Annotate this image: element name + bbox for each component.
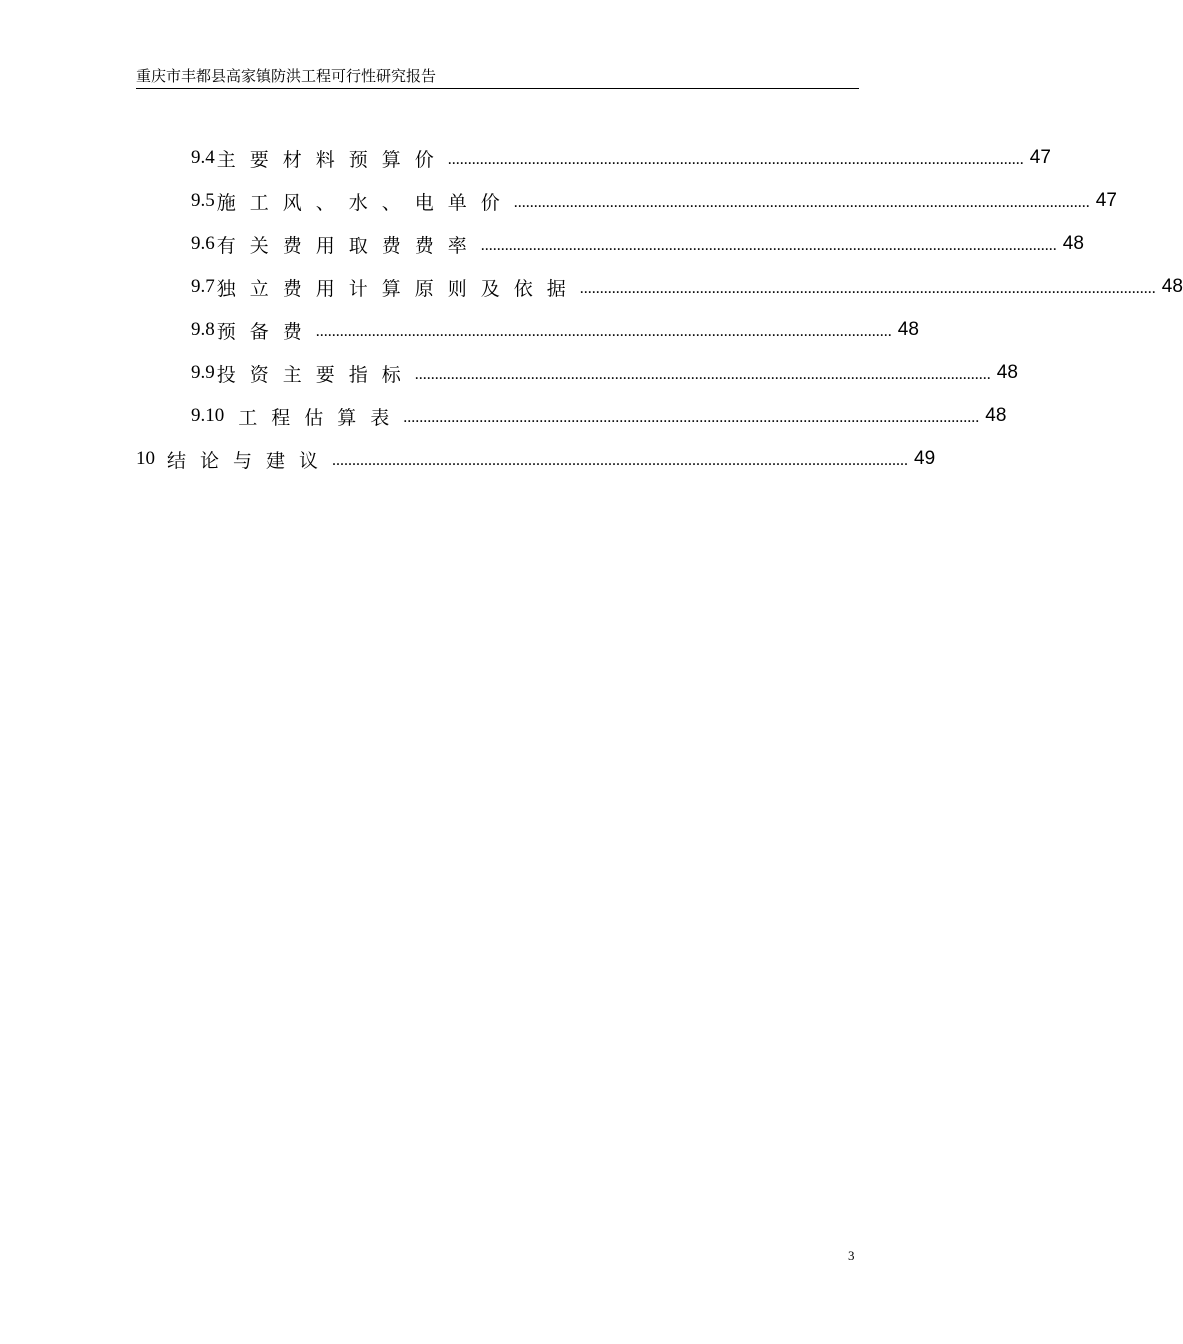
toc-entry-number: 9.7 <box>191 276 215 297</box>
toc-entry[interactable] <box>191 144 1051 172</box>
toc-entry-number: 9.8 <box>191 319 215 340</box>
toc-entry[interactable] <box>191 187 1117 215</box>
toc-entry-page: 47 <box>1095 190 1117 211</box>
toc-entry[interactable] <box>191 402 1007 430</box>
toc-entry-title: 投资主要指标 <box>216 363 415 386</box>
document-title: 重庆市丰都县高家镇防洪工程可行性研究报告 <box>136 67 437 85</box>
toc-entry-number: 9.10 <box>191 405 225 426</box>
toc-entry-number: 9.9 <box>191 362 215 383</box>
toc-entry[interactable] <box>191 359 1018 387</box>
toc-entry-title: 工程估算表 <box>238 406 404 429</box>
page-header <box>136 66 859 89</box>
toc-entry[interactable] <box>191 316 919 344</box>
toc-entry-title: 独立费用计算原则及依据 <box>216 277 580 300</box>
toc-entry-page: 48 <box>897 319 919 340</box>
toc-leader-dots: ................................................................................................................................................ <box>332 452 909 469</box>
toc-entry-title: 预备费 <box>216 320 316 343</box>
toc-entry-page: 48 <box>1161 276 1183 297</box>
toc-entry-page: 48 <box>996 362 1018 383</box>
toc-leader-dots: ................................................................................................................................................ <box>579 280 1156 297</box>
toc-entry-page: 49 <box>914 448 936 469</box>
toc-entry-title: 施工风、水、电单价 <box>216 191 514 214</box>
toc-entry-number: 10 <box>136 448 155 469</box>
toc-entry-title: 结论与建议 <box>167 449 333 472</box>
toc-leader-dots: ................................................................................................................................................ <box>403 409 980 426</box>
toc-entry-page: 48 <box>985 405 1007 426</box>
toc-entry[interactable] <box>136 445 936 473</box>
toc-entry-title: 有关费用取费费率 <box>216 234 481 257</box>
toc-entry[interactable] <box>191 273 1183 301</box>
toc-leader-dots: ................................................................................................................................................ <box>315 323 892 340</box>
toc-leader-dots: ................................................................................................................................................ <box>513 194 1090 211</box>
toc-leader-dots: ................................................................................................................................................ <box>447 151 1024 168</box>
toc-entry-number: 9.6 <box>191 233 215 254</box>
toc-entry-page: 47 <box>1029 147 1051 168</box>
toc-entry-page: 48 <box>1062 233 1084 254</box>
toc-entry-title: 主要材料预算价 <box>216 148 448 171</box>
toc-entry-number: 9.4 <box>191 147 215 168</box>
toc-leader-dots: ................................................................................................................................................ <box>414 366 991 383</box>
toc-leader-dots: ................................................................................................................................................ <box>480 237 1057 254</box>
page-number: 3 <box>848 1248 855 1263</box>
toc-entry[interactable] <box>191 230 1084 258</box>
toc-entry-number: 9.5 <box>191 190 215 211</box>
